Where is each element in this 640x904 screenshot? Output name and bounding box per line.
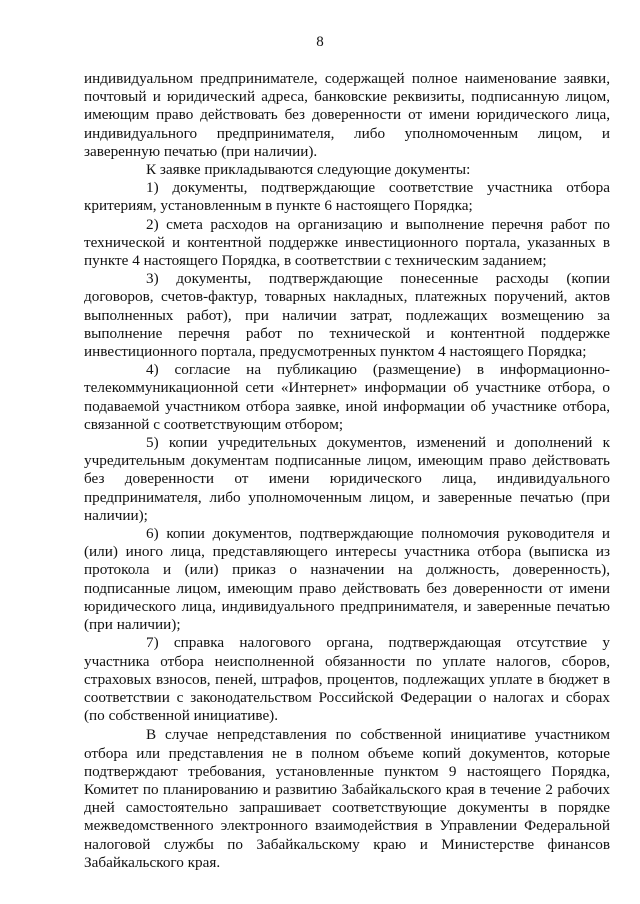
paragraph-item-1: 1) документы, подтверждающие соответствие участника отбора критериям, установленным в пункте 6 настоящего Порядка; bbox=[84, 179, 610, 215]
page-number: 8 bbox=[316, 34, 324, 50]
paragraph-item-3: 3) документы, подтверждающие понесенные расходы (копии договоров, счетов-фактур, товарных накладных, платежных поручений, актов выполненных работ), при наличии затрат, подлежащих возмещению за выполнение перечня работ по технической и контентной поддержке инвестиционного портала, предусмотренных пунктом 4 настоящего Порядка; bbox=[84, 270, 610, 361]
paragraph-documents-intro: К заявке прикладываются следующие документы: bbox=[146, 161, 471, 179]
document-body bbox=[84, 70, 610, 872]
paragraph-item-5: 5) копии учредительных документов, изменений и дополнений к учредительным документам подписанные лицом, имеющим право действовать без доверенности от имени юридического лица, индивидуального предпринимателя, либо уполномоченным лицом, и заверенные печатью (при наличии); bbox=[84, 434, 610, 524]
paragraph-item-6: 6) копии документов, подтверждающие полномочия руководителя и (или) иного лица, представляющего интересы участника отбора (выписка из протокола и (или) приказ о назначении на должность, доверенность), подписанные лицом, имеющим право действовать без доверенности от имени юридического лица, индивидуального предпринимателя, и заверенные печатью (при наличии); bbox=[84, 525, 610, 634]
paragraph-item-7: 7) справка налогового органа, подтверждающая отсутствие у участника отбора неисполненной обязанности по уплате налогов, сборов, страховых взносов, пеней, штрафов, процентов, подлежащих уплате в бюджет в соответствии с законодательством Российской Федерации о налогах и сборах (по собственной инициативе). bbox=[84, 634, 610, 725]
paragraph-item-4: 4) согласие на публикацию (размещение) в информационно-телекоммуникационной сети «Интернет» информации об участнике отбора, о подаваемой участником отбора заявке, иной информации об участнике отбора, связанной с соответствующим отбором; bbox=[84, 361, 610, 433]
paragraph-nonsubmission: В случае непредставления по собственной инициативе участником отбора или представления не в полном объеме копий документов, которые подтверждают требования, установленные пунктом 9 настоящего Порядка, Комитет по планированию и развитию Забайкальского края в течение 2 рабочих дней самостоятельно запрашивает соответствующие документы в порядке межведомственного электронного взаимодействия в Управлении Федеральной налоговой службы по Забайкальскому краю и Министерстве финансов Забайкальского края. bbox=[84, 726, 610, 871]
paragraph-applicant-info: индивидуальном предпринимателе, содержащей полное наименование заявки, почтовый и юридический адреса, банковские реквизиты, подписанную лицом, имеющим право действовать без доверенности от имени юридического лица, индивидуального предпринимателя, либо уполномоченным лицом, и заверенную печатью (при наличии). bbox=[84, 70, 610, 160]
paragraph-item-2: 2) смета расходов на организацию и выполнение перечня работ по технической и контентной поддержке инвестиционного портала, указанных в пункте 4 настоящего Порядка, в соответствии с техническим заданием; bbox=[84, 215, 610, 270]
